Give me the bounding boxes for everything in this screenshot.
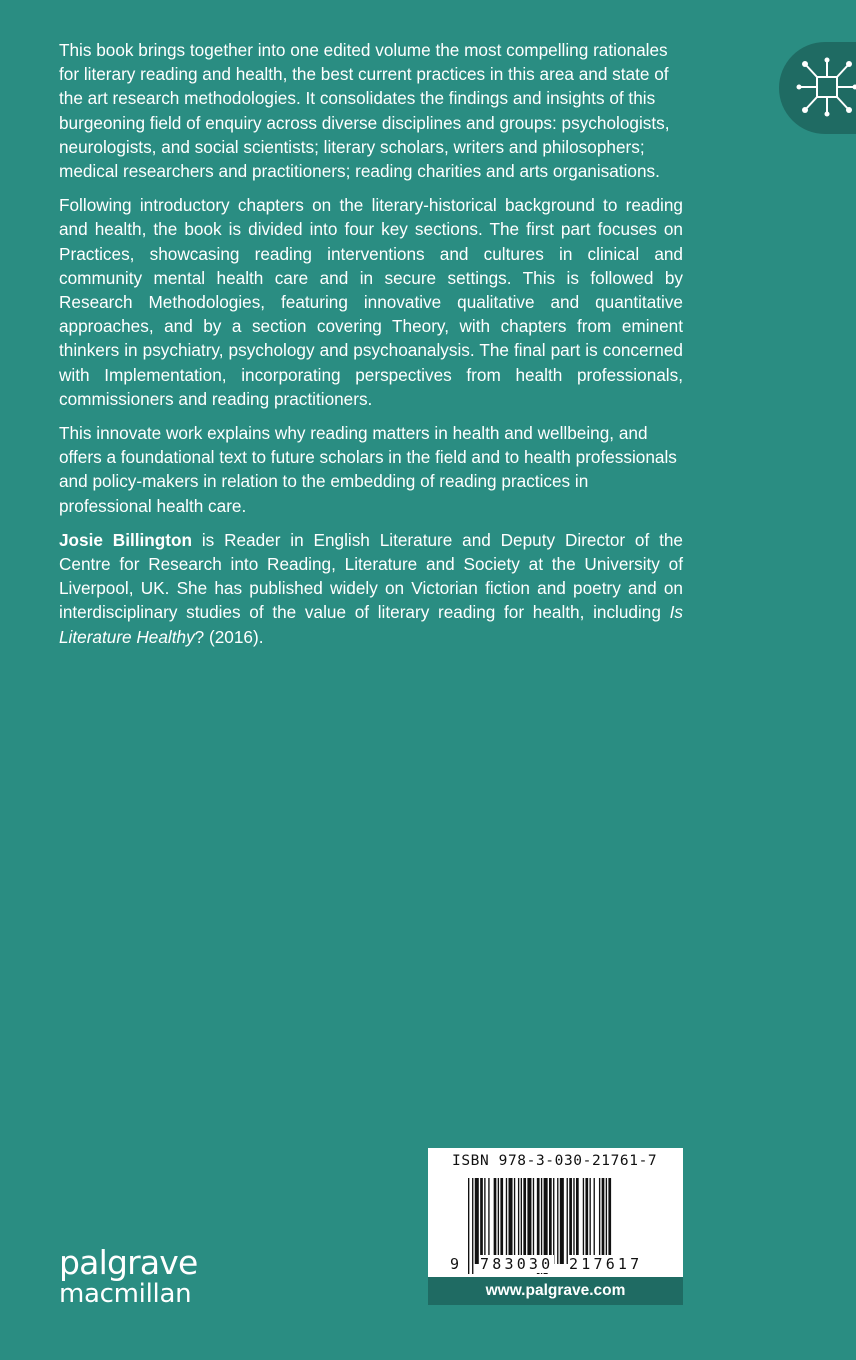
barcode-bar bbox=[521, 1178, 522, 1264]
barcode-bar bbox=[472, 1178, 473, 1274]
barcode-bar bbox=[509, 1178, 513, 1264]
author-name: Josie Billington bbox=[59, 529, 193, 550]
barcode-bar bbox=[576, 1178, 579, 1264]
barcode-panel bbox=[428, 1148, 683, 1305]
barcode-bar bbox=[523, 1178, 526, 1264]
blurb-paragraph-3: This innovate work explains why reading matters in health and wellbeing, and offers a foundational text to future scholars in the field and to health professionals and policy-makers in relation to the embedding of reading practices in professional health care. bbox=[59, 423, 677, 516]
barcode-bar bbox=[567, 1178, 568, 1264]
barcode-bar bbox=[573, 1178, 574, 1264]
barcode-bar bbox=[583, 1178, 584, 1264]
palgrave-network-emblem-icon bbox=[795, 54, 856, 120]
barcode-bar bbox=[484, 1178, 485, 1264]
publisher-line-1: palgrave bbox=[59, 1243, 198, 1282]
barcode-bar bbox=[533, 1178, 534, 1264]
barcode-bar bbox=[527, 1178, 531, 1264]
barcode-bar bbox=[557, 1178, 558, 1264]
barcode-bar bbox=[506, 1178, 507, 1264]
blurb-paragraph-1: This book brings together into one edited volume the most compelling rationales for literary reading and health, the best current practices in this area and state of the art research methodologies. It consolidates the findings and insights of this burgeoning field of enquiry across diverse disciplines and groups: psychologists, neurologists, and social scientists; literary scholars, writers and philosophers; medical researchers and practitioners; reading charities and arts organisations. bbox=[59, 40, 670, 182]
back-cover-text bbox=[59, 38, 683, 659]
author-bio bbox=[59, 528, 683, 649]
barcode-bar bbox=[498, 1178, 499, 1264]
barcode-bar bbox=[585, 1178, 588, 1264]
publisher-line-2: macmillan bbox=[59, 1279, 192, 1309]
barcode-bar bbox=[553, 1178, 554, 1264]
barcode-bar bbox=[608, 1178, 611, 1264]
barcode-left-digits: 783030 bbox=[480, 1255, 554, 1273]
barcode-lead-digit: 9 bbox=[450, 1255, 460, 1273]
barcode-bar bbox=[569, 1178, 572, 1264]
barcode-bar bbox=[475, 1178, 479, 1264]
author-bio-text: is Reader in English Literature and Deputy Director of the Centre for Research into Reading, Literature and Society at the University of Liverpool, UK. She has published widely on Victorian fiction and poetry and on interdisciplinary studies of the value of literary reading for health, including bbox=[59, 529, 683, 623]
barcode-bar bbox=[590, 1178, 591, 1264]
isbn-label: ISBN 978-3-030-21761-7 bbox=[452, 1153, 658, 1169]
barcode-bar bbox=[480, 1178, 483, 1264]
barcode-bar bbox=[549, 1178, 552, 1264]
barcode-bar bbox=[602, 1178, 605, 1264]
publisher-logo bbox=[59, 1243, 198, 1309]
book-title: Is Literature Healthy bbox=[59, 602, 683, 647]
barcode-bar bbox=[494, 1178, 497, 1264]
publisher-url[interactable]: www.palgrave.com bbox=[428, 1277, 683, 1305]
barcode-bar bbox=[514, 1178, 515, 1264]
barcode-bar bbox=[606, 1178, 607, 1264]
barcode-bar bbox=[560, 1178, 564, 1264]
author-bio-tail: ? (2016). bbox=[194, 626, 264, 647]
barcode-right-digits: 217617 bbox=[569, 1255, 643, 1273]
palgrave-emblem bbox=[779, 42, 856, 134]
barcode-bar bbox=[500, 1178, 503, 1264]
barcode-bar bbox=[488, 1178, 489, 1264]
barcode-bar bbox=[594, 1178, 595, 1264]
blurb-paragraph-2: Following introductory chapters on the literary-historical background to reading and health, the book is divided into four key sections. The first part focuses on Practices, showcasing reading interventions and cultures in clinical and community mental health care and in secure settings. This is followed by Research Methodologies, featuring innovative qualitative and quantitative approaches, and by a section covering Theory, with chapters from eminent thinkers in psychiatry, psychology and psychoanalysis. The final part is concerned with Implementation, incorporating perspectives from health professionals, commissioners and reading practitioners. bbox=[59, 195, 683, 409]
barcode-bar bbox=[599, 1178, 600, 1264]
barcode-bar bbox=[468, 1178, 469, 1274]
barcode-bar bbox=[518, 1178, 519, 1264]
